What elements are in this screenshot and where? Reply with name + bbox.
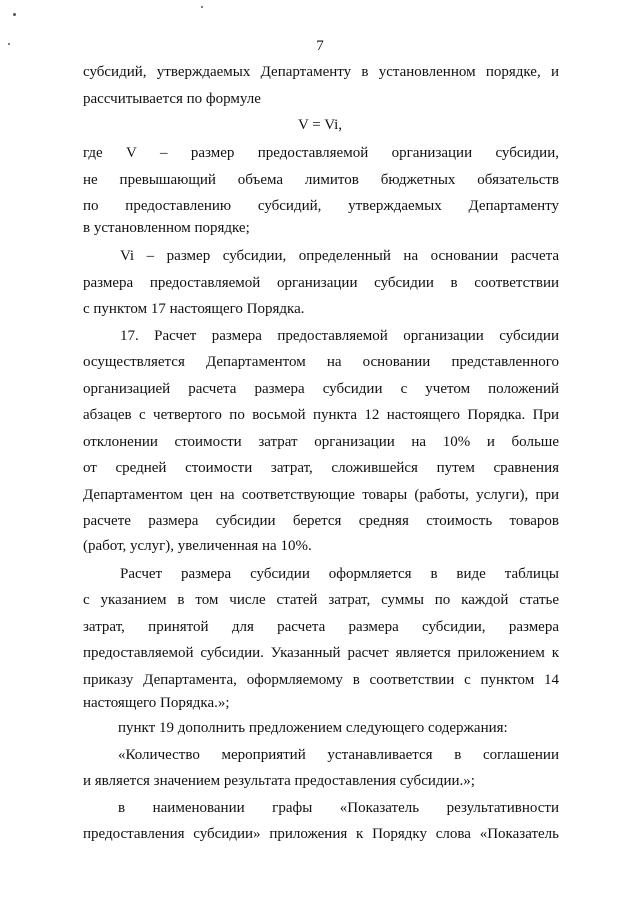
- text-line: (работ, услуг), увеличенная на 10%.: [83, 538, 312, 554]
- text-line: от средней стоимости затрат, сложившейся путем сравнения: [83, 460, 559, 476]
- formula: V = Vi,: [297, 117, 343, 133]
- text-line: Vi – размер субсидии, определенный на основании расчета: [120, 248, 559, 264]
- text-line: в наименовании графы «Показатель результативности: [118, 800, 559, 816]
- text-line: осуществляется Департаментом на основании представленного: [83, 354, 559, 370]
- text-line: не превышающий объема лимитов бюджетных обязательств: [83, 172, 559, 188]
- page-number: 7: [316, 38, 324, 54]
- text-line: Расчет размера субсидии оформляется в виде таблицы: [120, 566, 559, 582]
- scan-speck: [8, 43, 10, 45]
- text-line: с пунктом 17 настоящего Порядка.: [83, 301, 305, 317]
- text-line: Департаментом цен на соответствующие товары (работы, услуги), при: [83, 487, 559, 503]
- text-line: и является значением результата предоставления субсидии.»;: [83, 773, 475, 789]
- text-line: рассчитывается по формуле: [83, 91, 261, 107]
- text-line: с указанием в том числе статей затрат, суммы по каждой статье: [83, 592, 559, 608]
- text-line: предоставления субсидии» приложения к Порядку слова «Показатель: [83, 826, 559, 842]
- text-line: организацией расчета размера субсидии с учетом положений: [83, 381, 559, 397]
- text-line: в установленном порядке;: [83, 220, 250, 236]
- text-line: 17. Расчет размера предоставляемой организации субсидии: [120, 328, 559, 344]
- text-line: расчете размера субсидии берется средняя стоимость товаров: [83, 513, 559, 529]
- text-line: «Количество мероприятий устанавливается в соглашении: [118, 747, 559, 763]
- text-line: настоящего Порядка.»;: [83, 695, 230, 711]
- text-line: размера предоставляемой организации субсидии в соответствии: [83, 275, 559, 291]
- text-line: по предоставлению субсидий, утверждаемых Департаменту: [83, 198, 559, 214]
- scan-speck: [201, 6, 203, 8]
- text-line: пункт 19 дополнить предложением следующего содержания:: [118, 720, 508, 736]
- text-line: предоставляемой субсидии. Указанный расчет является приложением к: [83, 645, 559, 661]
- text-line: субсидий, утверждаемых Департаменту в установленном порядке, и: [83, 64, 559, 80]
- scan-speck: [13, 13, 16, 16]
- text-line: отклонении стоимости затрат организации на 10% и больше: [83, 434, 559, 450]
- text-line: где V – размер предоставляемой организации субсидии,: [83, 145, 559, 161]
- text-line: абзацев с четвертого по восьмой пункта 12 настоящего Порядка. При: [83, 407, 559, 423]
- text-line: затрат, принятой для расчета размера субсидии, размера: [83, 619, 559, 635]
- text-line: приказу Департамента, оформляемому в соответствии с пунктом 14: [83, 672, 559, 688]
